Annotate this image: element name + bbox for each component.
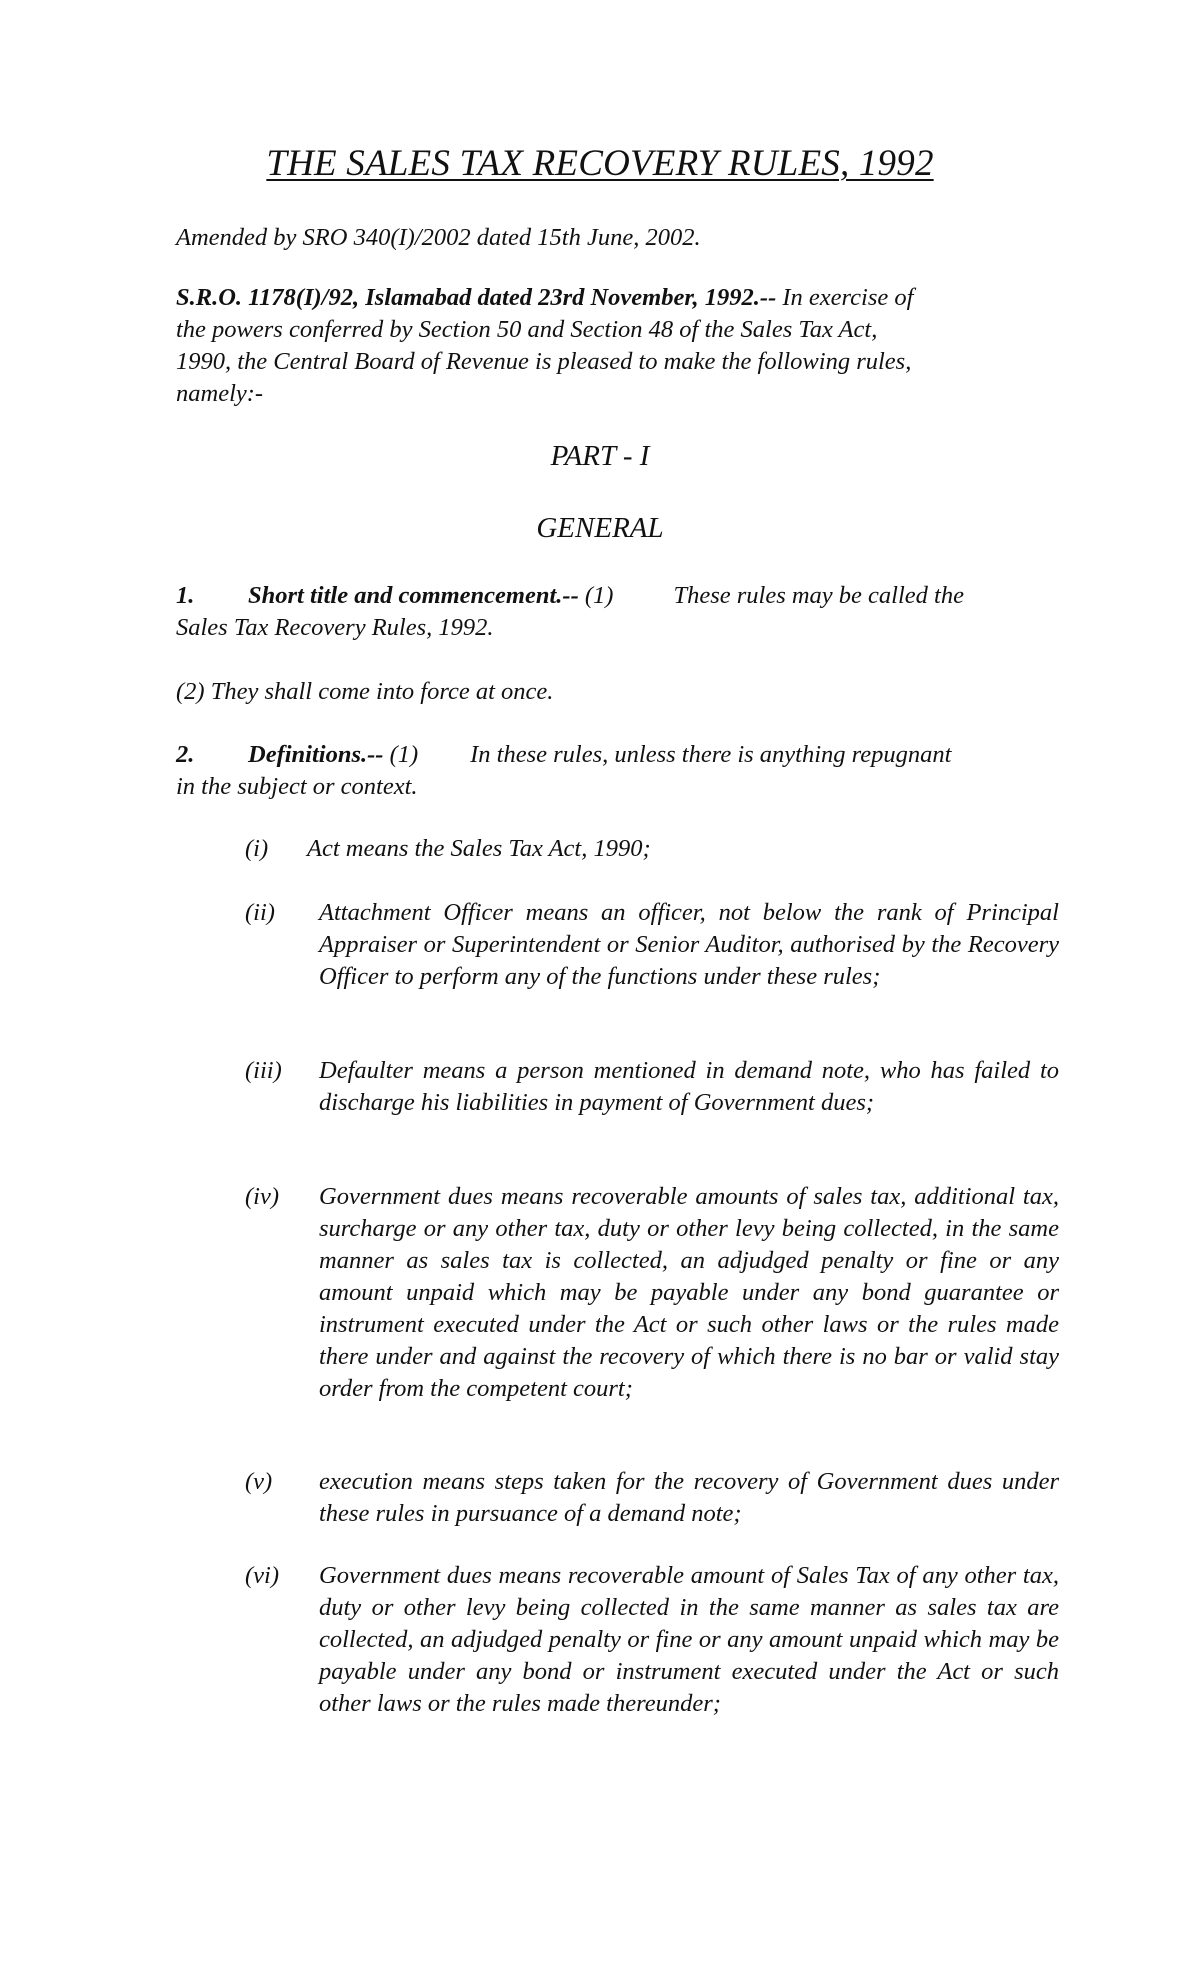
rule-1-number: 1.: [176, 582, 195, 609]
rule-1-line-1: [176, 580, 1036, 612]
definition-marker: (v): [245, 1468, 273, 1495]
definition-text: Defaulter means a person mentioned in demand note, who has failed to discharge his liabilities in payment of Government dues;: [319, 1057, 1059, 1116]
rule-1-sub1-text: These rules may be called the: [673, 582, 964, 609]
rule-2-sub1-marker: (1): [389, 741, 419, 768]
definition-text: execution means steps taken for the recovery of Government dues under these rules in pursuance of a demand note;: [319, 1468, 1059, 1527]
preamble-line-3: 1990, the Central Board of Revenue is pleased to make the following rules,: [176, 348, 912, 375]
definition-text: Government dues means recoverable amounts of sales tax, additional tax, surcharge or any other tax, duty or other levy being collected, in the same manner as sales tax is collected, an adjudged penalty or fine or any amount unpaid which may be payable under any bond guarantee or instrument executed under the Act or such other laws or the rules made there under and against the recovery of which there is no bar or valid stay order from the competent court;: [319, 1183, 1059, 1402]
part-title: GENERAL: [536, 512, 664, 544]
definition-marker: (iii): [245, 1057, 282, 1084]
rule-2-number: 2.: [176, 741, 195, 768]
rule-1-heading: Short title and commencement.--: [248, 582, 579, 609]
rule-2-heading: Definitions.--: [248, 741, 384, 768]
definition-text: Act means the Sales Tax Act, 1990;: [307, 835, 651, 862]
preamble: [176, 282, 1036, 410]
rule-2-line-1: [176, 739, 1036, 771]
preamble-text: In exercise of: [776, 284, 914, 311]
preamble-line-4: namely:-: [176, 380, 264, 407]
rule-2-text: In these rules, unless there is anything repugnant: [470, 741, 952, 768]
definition-marker: (i): [245, 835, 269, 862]
definition-text: Government dues means recoverable amount of Sales Tax of any other tax, duty or other levy being collected in the same manner as sales tax are collected, an adjudged penalty or fine or any amount unpaid which may be payable under any bond or instrument executed under the Act or such other laws or the rules made thereunder;: [319, 1562, 1059, 1717]
rule-2-line-2: in the subject or context.: [176, 773, 418, 800]
definition-marker: (vi): [245, 1562, 279, 1589]
rule-1: [176, 580, 1036, 644]
definition-marker: (ii): [245, 899, 275, 926]
rule-1-sub-2: (2) They shall come into force at once.: [176, 678, 554, 705]
part-heading: PART - I: [550, 440, 650, 472]
amendment-note: Amended by SRO 340(I)/2002 dated 15th June, 2002.: [176, 224, 701, 251]
rule-2: [176, 739, 1036, 803]
definition-text: Attachment Officer means an officer, not below the rank of Principal Appraiser or Superintendent or Senior Auditor, authorised by the Recovery Officer to perform any of the functions under these rules;: [319, 899, 1059, 990]
definition-marker: (iv): [245, 1183, 279, 1210]
rule-1-line-2: Sales Tax Recovery Rules, 1992.: [176, 614, 494, 641]
preamble-line-2: the powers conferred by Section 50 and Section 48 of the Sales Tax Act,: [176, 316, 878, 343]
preamble-line-1: [176, 282, 1036, 314]
rule-1-sub1-marker: (1): [584, 582, 614, 609]
document-title: THE SALES TAX RECOVERY RULES, 1992: [266, 143, 934, 184]
sro-reference: S.R.O. 1178(I)/92, Islamabad dated 23rd November, 1992.--: [176, 284, 777, 311]
